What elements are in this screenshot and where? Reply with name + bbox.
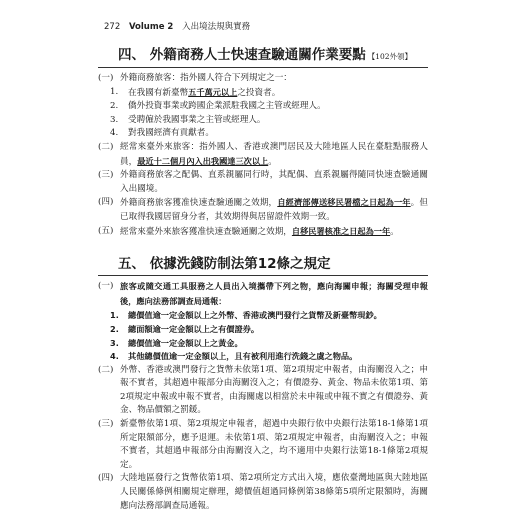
sub-item (98, 100, 428, 114)
sub-item (98, 350, 428, 364)
sub-item (98, 323, 428, 337)
sub-item-label: 4. (110, 128, 119, 139)
item-text: 經常來臺外來旅客：指外國人、香港或澳門居民及大陸地區人民在臺駐點服務人員， (120, 141, 428, 167)
list-item (98, 225, 428, 240)
sub-item-text: 在我國有新臺幣 (128, 87, 189, 98)
item-label: (三) (98, 170, 114, 181)
exam-tag: 【102外領】 (367, 52, 413, 61)
item-label: (二) (98, 141, 114, 152)
volume-label: Volume 2 (128, 22, 174, 32)
sub-item-label: 4. (110, 351, 119, 362)
sub-item-label: 3. (110, 114, 119, 125)
section-heading-text: 四、 外籍商務人士快速查驗通關作業要點 (118, 47, 366, 63)
sub-item-label: 1. (110, 310, 119, 321)
emphasis-text: 自移民署核准之日起為一年 (291, 225, 391, 236)
sub-item-label: 2. (110, 323, 119, 334)
item-text: 外籍商務旅客之配偶、直系親屬同行時，其配偶、直系親屬得隨同快速查驗通關入出國境。 (120, 170, 428, 194)
item-label: (一) (98, 73, 114, 83)
sub-item-text: 總價值逾一定金額以上之黃金。 (128, 337, 243, 348)
emphasis-text: 最近十二個月內入出我國達三次以上 (137, 155, 269, 166)
emphasis-text: 五千萬元以上 (188, 86, 238, 97)
sub-item-text: 對我國經濟有貢獻者。 (128, 128, 214, 139)
section-heading-4 (98, 38, 428, 68)
sub-item (98, 309, 428, 323)
sub-item-label: 1. (110, 86, 119, 97)
item-label: (三) (98, 419, 114, 430)
sub-item-label: 3. (110, 337, 119, 348)
emphasis-text: 自經濟部傳送移民署檔之日起為一年 (277, 197, 411, 208)
item-label: (五) (98, 225, 114, 236)
item-label: (二) (98, 364, 114, 375)
sub-item-text: 其他總價值逾一定金額以上，且有被利用進行洗錢之虞之物品。 (128, 351, 358, 362)
item-text: 。 (268, 156, 277, 167)
item-text: 旅客或隨交通工具服務之人員出入境攜帶下列之物，應向海關申報；海關受理申報後，應向法務部調查局通報： (120, 281, 428, 306)
list-item (98, 196, 428, 224)
page-number: 272 (104, 22, 121, 32)
sub-item (98, 337, 428, 351)
sub-item-text: 受聘僱於我國事業之主管或經理人。 (128, 114, 266, 125)
section-heading-text: 五、 依據洗錢防制法第12條之規定 (118, 256, 331, 273)
item-text: 外籍商務旅客獲准快速查驗通關之效期， (120, 198, 278, 209)
item-text: 外幣、香港或澳門發行之貨幣未依第1項、第2項規定申報者，由海關沒入之；申報不實者，其超過申報部分由海關沒入之；有價證券、黃金、物品未依第1項、第2項規定申報或申報不實者，由海關處以相當於未申報或申報不實之有價證券、黃金、物品價額之罰鍰。 (120, 364, 428, 416)
section-heading-5 (98, 247, 428, 276)
sub-item (98, 114, 428, 128)
page-content (98, 38, 428, 513)
sub-item (98, 86, 428, 101)
item-text: 。但已取得我國居留身分者，其效期得與居留證件效期一致。 (120, 198, 428, 222)
item-text: 外籍商務旅客：指外國人符合下列規定之一： (120, 73, 292, 83)
sub-item-label: 2. (110, 101, 119, 112)
item-label: (四) (98, 473, 114, 484)
sub-item-text: 之投資者。 (237, 87, 281, 98)
list-item (98, 280, 428, 309)
list-item (98, 418, 428, 472)
item-text: 大陸地區發行之貨幣依第1項、第2項所定方式出入境，應依臺灣地區與大陸地區人民關係條例相關規定辦理，總價值超過同條例第38條第5項所定限額時，海關應向法務部調查局通報。 (120, 473, 428, 511)
item-text: 。 (390, 226, 399, 237)
item-text: 新臺幣依第1項、第2項規定申報者，超過中央銀行依中央銀行法第18-1條第1項所定限額部分，應予退運。未依第1項、第2項規定申報者，由海關沒入之；申報不實者，其超過申報部分由海關沒入之，均不適用中央銀行法第18-1條第2項規定。 (120, 419, 428, 470)
list-item (98, 141, 428, 169)
item-label: (一) (98, 281, 114, 292)
list-item (98, 472, 428, 513)
list-item (98, 364, 428, 418)
sub-item-text: 僑外投資事業或跨國企業派駐我國之主管或經理人。 (128, 101, 326, 112)
list-item (98, 72, 428, 86)
book-title: 入出境法規與實務 (182, 22, 251, 32)
sub-item-text: 總面額逾一定金額以上之有價證券。 (128, 323, 260, 334)
list-item (98, 169, 428, 196)
item-label: (四) (98, 197, 114, 208)
item-text: 經常來臺外來旅客獲准快速查驗通關之效期， (120, 226, 292, 237)
sub-item (98, 127, 428, 141)
page-header (104, 20, 250, 32)
sub-item-text: 總價值逾一定金額以上之外幣、香港或澳門發行之貨幣及新臺幣現鈔。 (128, 310, 382, 321)
